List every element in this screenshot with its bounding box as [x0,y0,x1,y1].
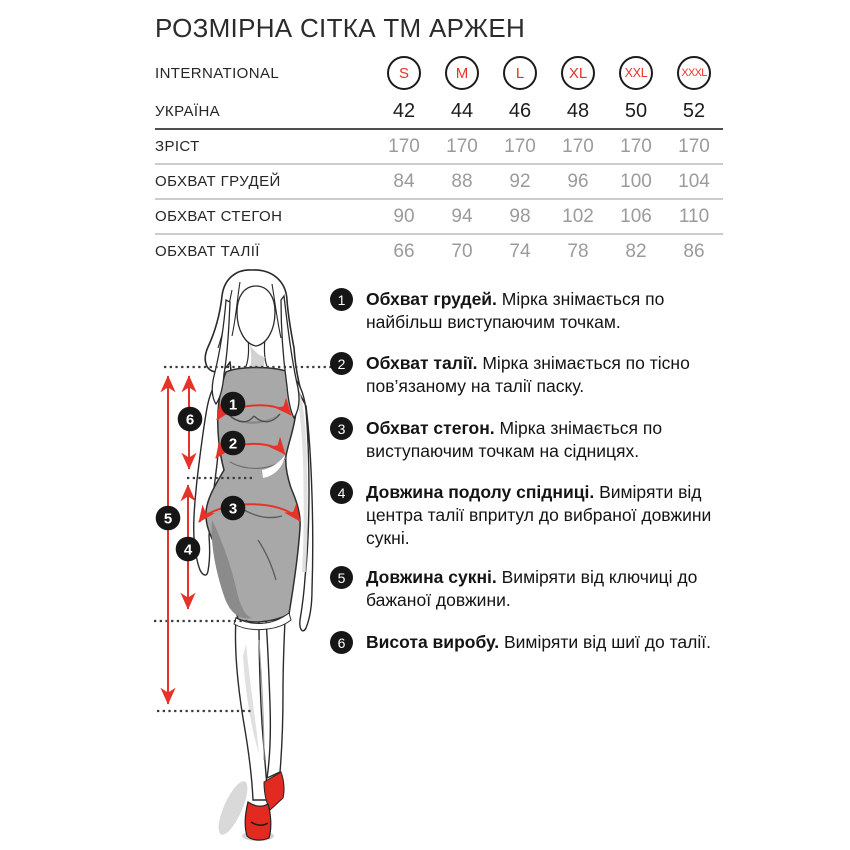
table-row-hips: ОБХВАТ СТЕГОН 90 94 98 102 106 110 [155,198,723,233]
figure-badge-1: 1 [228,396,238,414]
table-cell: 100 [620,170,652,192]
instruction-item [330,352,722,398]
instruction-badge: 3 [330,417,353,440]
table-cell: 98 [509,205,531,227]
instruction-item [330,481,722,550]
size-table [155,52,723,268]
table-body [155,128,723,268]
table-cell: 66 [393,240,415,262]
size-circle-s: S [387,56,421,90]
figure-badge-3: 3 [228,500,238,518]
table-cell: 92 [509,170,531,192]
size-circle-l: L [503,56,537,90]
instruction-term: Обхват грудей. [366,289,497,309]
instruction-item [330,417,722,463]
figure-badge-6: 6 [185,411,195,429]
table-cell: 74 [509,240,531,262]
figure-badge-2: 2 [228,435,238,453]
table-row-bust: ОБХВАТ ГРУДЕЙ 84 88 92 96 100 104 [155,163,723,198]
instruction-text: Виміряти від шиї до талії. [503,632,711,652]
figure-badge-5: 5 [163,510,173,528]
table-cell: 70 [451,240,473,262]
instruction-item [330,288,722,334]
size-circle-xxl: XXL [619,56,653,90]
table-cell: 110 [678,205,710,227]
table-cell: 170 [678,135,710,157]
instruction-term: Обхват талії. [366,353,478,373]
instruction-text: Виміряти від ключиці до бажаної довжини. [366,567,698,610]
instruction-term: Обхват стегон. [366,418,495,438]
instruction-text: Мірка знімається по найбільш виступаючим точкам. [366,289,665,332]
ukraine-label: УКРАЇНА [155,102,221,120]
size-circle-xl: XL [561,56,595,90]
table-row-ukraine [155,94,723,128]
instruction-badge: 1 [330,288,353,311]
table-cell: 170 [388,135,420,157]
size-circle-xxxl: XXXL [677,56,711,90]
table-cell: 104 [678,170,710,192]
ukraine-size: 52 [682,99,706,122]
table-row-international [155,52,723,94]
table-cell: 82 [625,240,647,262]
instruction-badge: 2 [330,352,353,375]
table-cell: 78 [567,240,589,262]
front-shoe [245,802,271,840]
table-cell: 170 [446,135,478,157]
international-label: INTERNATIONAL [155,64,280,82]
instruction-badge: 6 [330,631,353,654]
ukraine-size: 50 [624,99,648,122]
instruction-term: Довжина сукні. [366,567,497,587]
table-row-waist: ОБХВАТ ТАЛІЇ 66 70 74 78 82 86 [155,233,723,268]
table-cell: 170 [620,135,652,157]
instruction-text: Мірка знімається по виступаючим точкам на сідницях. [366,418,663,461]
table-row-height: ЗРІСТ 170 170 170 170 170 170 [155,135,710,157]
ukraine-size: 48 [566,99,590,122]
table-cell: 96 [567,170,589,192]
figure-illustration [140,258,340,850]
size-circle-m: M [445,56,479,90]
ukraine-size: 44 [450,99,474,122]
instruction-item [330,631,722,654]
table-cell: 102 [562,205,594,227]
table-cell: 170 [562,135,594,157]
instruction-text: Виміряти від центра талії впритул до вибраної довжини сукні. [366,482,712,548]
page-title: РОЗМІРНА СІТКА ТМ АРЖЕН [155,13,526,43]
instruction-term: Довжина подолу спідниці. [366,482,595,502]
table-cell: 88 [451,170,473,192]
instruction-text: Мірка знімається по тісно пов’язаному на талії паску. [366,353,690,396]
instruction-badge: 5 [330,566,353,589]
table-cell: 90 [393,205,415,227]
instruction-badge: 4 [330,481,353,504]
instruction-term: Висота виробу. [366,632,500,652]
ukraine-size: 42 [392,99,416,122]
back-leg [266,620,285,778]
table-cell: 86 [683,240,705,262]
table-cell: 106 [620,205,652,227]
table-cell: 170 [504,135,536,157]
table-cell: 94 [451,205,473,227]
table-cell: 84 [393,170,415,192]
ukraine-size: 46 [508,99,532,122]
figure-badge-4: 4 [183,541,193,559]
instruction-item [330,566,722,612]
